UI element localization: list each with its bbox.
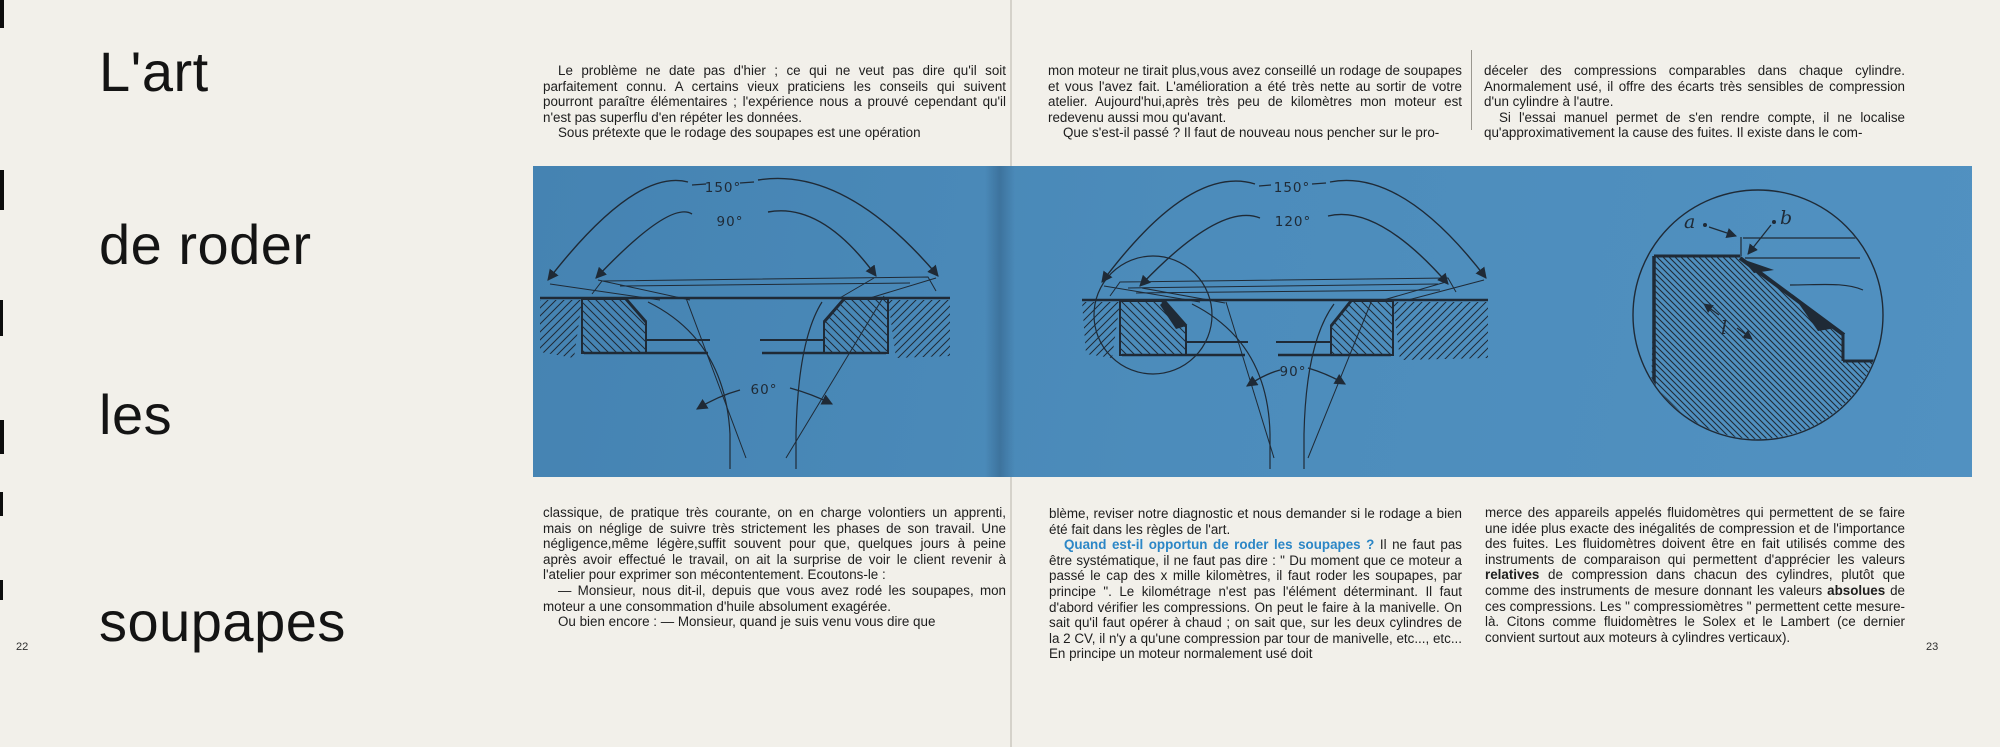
page-number-right: 23 [1926, 641, 1939, 653]
article-title-line-3: les [99, 383, 173, 446]
scan-artifact [0, 420, 4, 454]
band-fold-shadow [985, 166, 1015, 477]
detail-label-b: b [1780, 207, 1793, 229]
detail-label-a: a [1684, 211, 1696, 233]
right-page-top-column-b [1484, 63, 1905, 141]
detail-label-l: l [1721, 317, 1728, 339]
angle-label-150: 150° [1273, 180, 1311, 196]
right-page-bottom-column-a [1049, 506, 1462, 662]
diagram-valve-seat-angles-middle [1040, 172, 1510, 472]
scan-artifact [0, 300, 3, 336]
column-divider-rule [1471, 50, 1472, 130]
diagram-valve-seat-angles-left [540, 172, 990, 472]
body-paragraph: mon moteur ne tirait plus,vous avez conseillé un rodage de soupapes et vous l'avez fait. L'amélioration a été très nette au sortir de votre atelier. Aujourd'hui,après très peu de kilomètres mon moteur est redevenu aussi mou qu'avant. [1048, 63, 1462, 125]
article-title-line-1: L'art [99, 40, 209, 103]
scan-artifact [0, 170, 4, 210]
section-heading: Quand est-il opportun de roder les soupapes ? [1064, 537, 1375, 553]
angle-label-150: 150° [704, 180, 742, 196]
scan-artifact [0, 0, 4, 28]
body-paragraph: — Monsieur, nous dit-il, depuis que vous avez rodé les soupapes, mon moteur a une consommation d'huile absolument exagérée. [543, 582, 1006, 614]
body-paragraph: Le problème ne date pas d'hier ; ce qui ne veut pas dire qu'il soit parfaitement connu. A certains vieux praticiens les conseils qui suivent pourront paraître élémentaires ; l'expérience nous a prouvé cependant qu'il n'est pas superflu d'en répéter les données. [543, 63, 1006, 125]
body-paragraph: Quand est-il opportun de roder les soupapes ? Il ne faut pas être systématique, il ne faut pas dire : " Du moment que ce moteur a passé le cap des x mille kilomètres, il faut roder les soupapes, par principe ". Le kilométrage n'est pas l'élément déterminant. Il faut d'abord vérifier les compressions. On peut le faire à la manivelle. On sait qu'il faut opérer à chaud ; on sait que, sur les deux cylindres de la 2 CV, il n'y a qu'une compression par tour de manivelle, etc..., etc... En principe un moteur normalement usé doit [1049, 537, 1462, 662]
scan-artifact [0, 580, 3, 600]
angle-label-90: 90° [1279, 364, 1307, 380]
article-title-line-4: soupapes [99, 590, 346, 653]
body-paragraph: blème, reviser notre diagnostic et nous demander si le rodage a bien été fait dans les règles de l'art. [1049, 506, 1462, 537]
body-paragraph: classique, de pratique très courante, on en charge volontiers un apprenti, mais on néglige de suivre très strictement les phases de son travail. Une négligence,même légère,suffit souvent pour que, quelques jours à peine après avoir effectué le travail, on ait la surprise de voir le client revenir à l'atelier pour exprimer son mécontentement. Ecoutons-le : [543, 505, 1006, 583]
blue-illustration-band [533, 166, 1972, 477]
body-paragraph: Si l'essai manuel permet de s'en rendre compte, il ne localise qu'approximativement la cause des fuites. Il existe dans le com- [1484, 109, 1905, 141]
body-paragraph: merce des appareils appelés fluidomètres qui permettent de se faire une idée plus exacte des inégalités de compression et de l'importance des fuites. Les fluidomètres doivent être en fait utilisés comme des instruments de comparaison qui permettent d'apprécier les valeurs relatives de compression dans chacun des cylindres, plutôt que comme des instruments de mesure donnant les valeurs absolues de ces compressions. Les " compressiomètres " permettent cette mesure-là. Citons comme fluidomètres le Solex et le Lambert (ce dernier convient surtout aux moteurs à cylindres verticaux). [1485, 505, 1905, 645]
angle-label-90: 90° [716, 214, 744, 230]
right-page-bottom-column-b [1485, 505, 1905, 645]
page-number-left: 22 [16, 641, 29, 653]
diagram-seat-detail-magnified [1620, 178, 1900, 453]
body-paragraph: Ou bien encore : — Monsieur, quand je suis venu vous dire que [558, 614, 936, 630]
scan-artifact [0, 492, 3, 516]
left-page-top-column [543, 63, 1006, 141]
body-paragraph: Que s'est-il passé ? Il faut de nouveau nous pencher sur le pro- [1063, 125, 1440, 141]
body-paragraph: Sous prétexte que le rodage des soupapes est une opération [558, 125, 921, 141]
right-page-top-column-a [1048, 63, 1462, 141]
left-page-bottom-column [543, 505, 1006, 630]
body-paragraph: déceler des compressions comparables dans chaque cylindre. Anormalement usé, il offre des écarts très sensibles de compression d'un cylindre à l'autre. [1484, 63, 1905, 110]
angle-label-60: 60° [750, 382, 778, 398]
article-title-line-2: de roder [99, 213, 312, 276]
angle-label-120: 120° [1274, 214, 1312, 230]
